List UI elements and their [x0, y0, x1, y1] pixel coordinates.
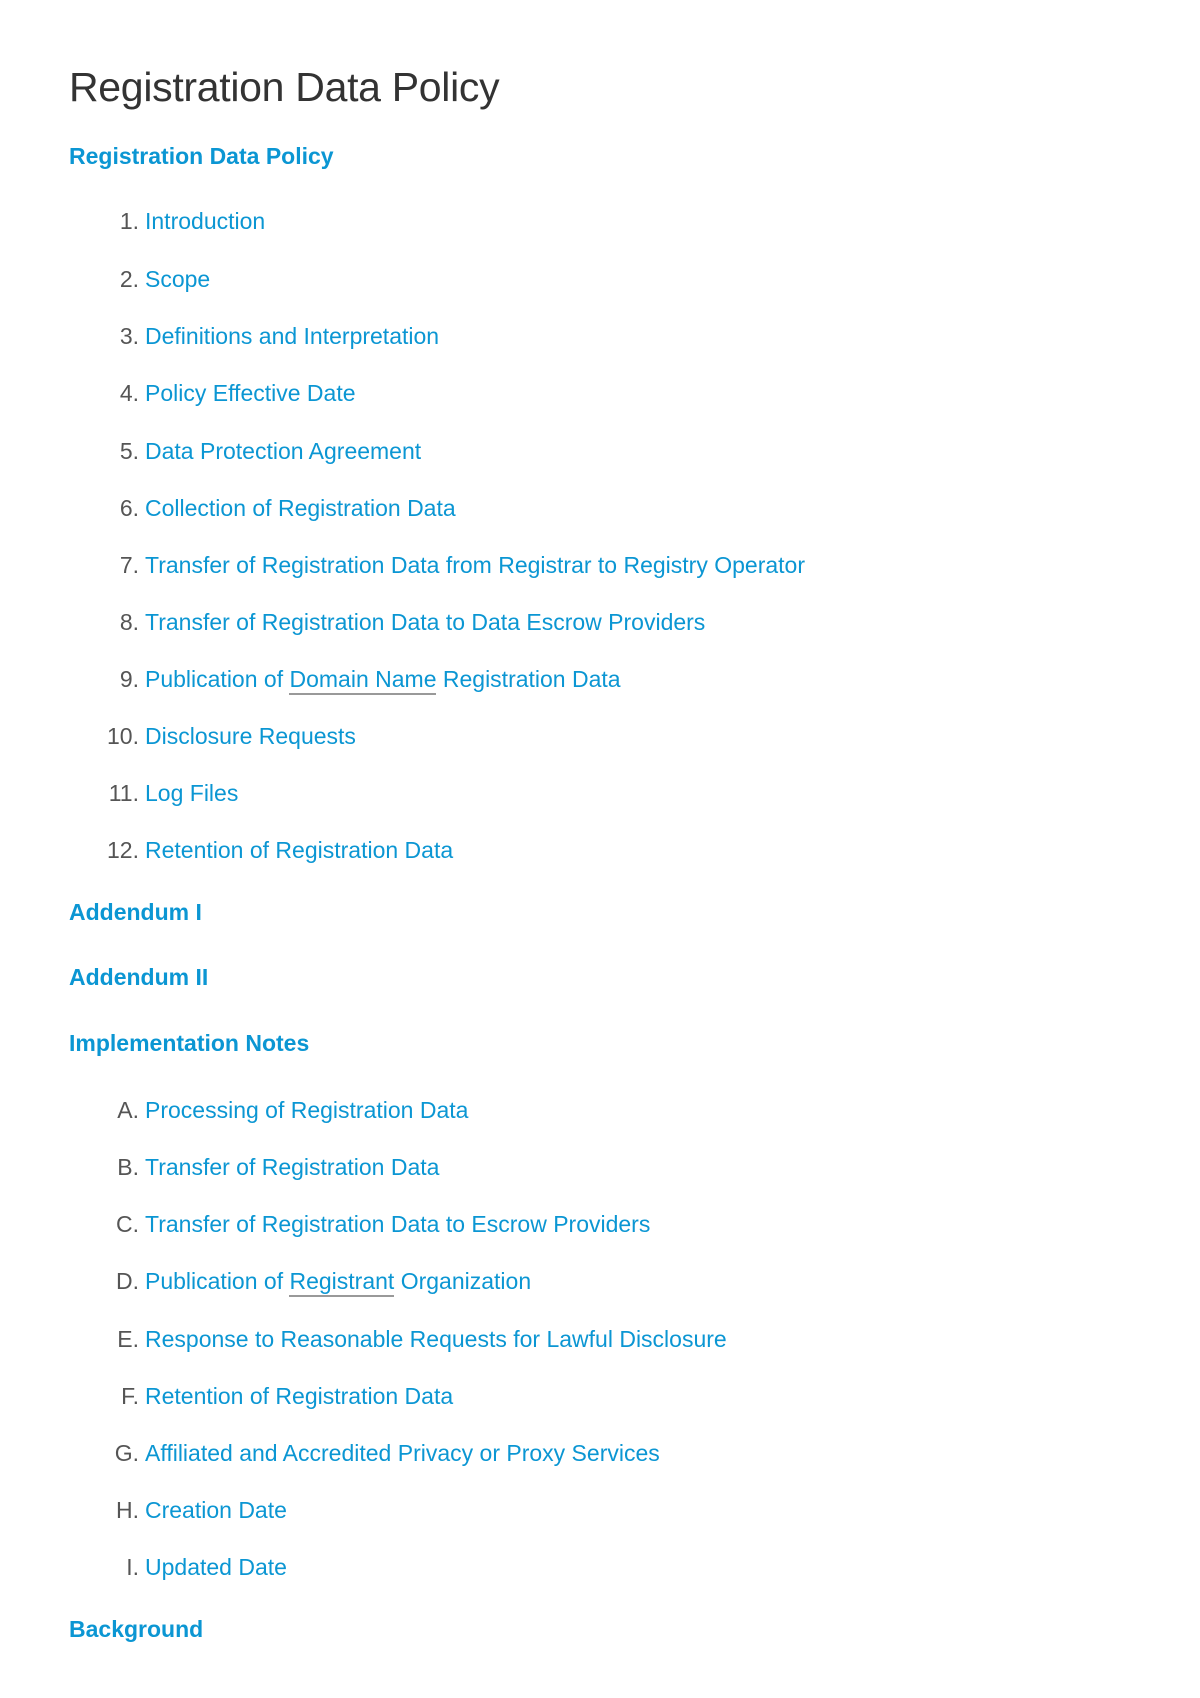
toc-item-a — [0, 1094, 1000, 1126]
toc-link-transfer[interactable]: Transfer of Registration Data — [145, 1154, 440, 1180]
toc-item-number: 11. — [108, 780, 139, 806]
toc-item-9 — [0, 663, 1000, 695]
toc-item-11 — [0, 777, 1000, 809]
toc-item-letter: A. — [117, 1097, 139, 1123]
toc-item-letter: G. — [114, 1440, 139, 1466]
toc-link-log-files[interactable]: Log Files — [145, 780, 239, 806]
toc-link-collection[interactable]: Collection of Registration Data — [145, 495, 456, 521]
toc-item-7 — [0, 549, 1000, 581]
toc-link-scope[interactable]: Scope — [145, 266, 211, 292]
toc-item-10 — [0, 720, 1000, 752]
toc-link-privacy-proxy[interactable]: Affiliated and Accredited Privacy or Proxy Services — [145, 1440, 660, 1466]
toc-item-number: 7. — [119, 552, 139, 578]
toc-link-response-requests[interactable]: Response to Reasonable Requests for Lawful Disclosure — [145, 1326, 727, 1352]
toc-item-6 — [0, 492, 1000, 524]
toc-link-text: Publication of — [145, 666, 290, 692]
abbreviation-domain-name[interactable]: Domain Name — [289, 666, 436, 695]
toc-item-number: 3. — [119, 323, 139, 349]
toc-item-12 — [0, 834, 1000, 866]
toc-item-h — [0, 1494, 1000, 1526]
toc-item-d — [0, 1265, 1000, 1297]
toc-item-1 — [0, 205, 1000, 237]
toc-item-b — [0, 1151, 1000, 1183]
toc-item-letter: F. — [121, 1383, 139, 1409]
toc-link-transfer-escrow[interactable]: Transfer of Registration Data to Data Escrow Providers — [145, 609, 706, 635]
toc-item-number: 12. — [107, 837, 139, 863]
toc-item-number: 8. — [119, 609, 139, 635]
toc-link-publication-domain-name[interactable] — [145, 663, 621, 695]
toc-item-c — [0, 1208, 1000, 1240]
toc-link-creation-date[interactable]: Creation Date — [145, 1497, 287, 1523]
toc-link-retention[interactable]: Retention of Registration Data — [145, 837, 454, 863]
toc-item-number: 5. — [119, 438, 139, 464]
toc-heading-registration-data-policy[interactable]: Registration Data Policy — [69, 143, 334, 169]
toc-item-2 — [0, 263, 1000, 295]
toc-item-e — [0, 1323, 1000, 1355]
toc-item-letter: C. — [116, 1211, 139, 1237]
toc-link-updated-date[interactable]: Updated Date — [145, 1554, 287, 1580]
toc-item-number: 1. — [119, 208, 139, 234]
toc-item-number: 9. — [119, 666, 139, 692]
toc-item-letter: B. — [117, 1154, 139, 1180]
toc-item-number: 4. — [119, 380, 139, 406]
toc-link-transfer-escrow-providers[interactable]: Transfer of Registration Data to Escrow Providers — [145, 1211, 651, 1237]
abbreviation-registrant[interactable]: Registrant — [289, 1268, 394, 1297]
toc-heading-background[interactable]: Background — [69, 1616, 204, 1642]
toc-link-text: Publication of — [145, 1268, 290, 1294]
toc-link-publication-registrant[interactable] — [145, 1265, 531, 1297]
toc-item-number: 6. — [119, 495, 139, 521]
toc-item-letter: H. — [116, 1497, 139, 1523]
toc-item-8 — [0, 606, 1000, 638]
toc-item-letter: I. — [126, 1554, 139, 1580]
toc-item-f — [0, 1380, 1000, 1412]
toc-link-data-protection-agreement[interactable]: Data Protection Agreement — [145, 438, 422, 464]
toc-item-letter: D. — [116, 1268, 139, 1294]
toc-heading-addendum-1[interactable]: Addendum I — [69, 899, 202, 925]
toc-heading-implementation-notes[interactable]: Implementation Notes — [69, 1030, 310, 1056]
toc-item-number: 2. — [119, 266, 139, 292]
toc-link-processing[interactable]: Processing of Registration Data — [145, 1097, 469, 1123]
toc-link-text: Registration Data — [436, 666, 621, 692]
toc-link-definitions[interactable]: Definitions and Interpretation — [145, 323, 440, 349]
toc-link-policy-effective-date[interactable]: Policy Effective Date — [145, 380, 356, 406]
toc-item-5 — [0, 435, 1000, 467]
toc-link-transfer-registrar-registry[interactable]: Transfer of Registration Data from Registrar to Registry Operator — [145, 552, 805, 578]
toc-item-i — [0, 1551, 1000, 1583]
toc-heading-addendum-2[interactable]: Addendum II — [69, 964, 209, 990]
toc-item-3 — [0, 320, 1000, 352]
toc-item-g — [0, 1437, 1000, 1469]
page-title: Registration Data Policy — [69, 64, 500, 110]
toc-link-text: Organization — [394, 1268, 532, 1294]
toc-link-introduction[interactable]: Introduction — [145, 208, 266, 234]
toc-item-letter: E. — [117, 1326, 139, 1352]
toc-link-disclosure-requests[interactable]: Disclosure Requests — [145, 723, 356, 749]
toc-item-4 — [0, 377, 1000, 409]
toc-link-retention-implementation[interactable]: Retention of Registration Data — [145, 1383, 454, 1409]
toc-item-number: 10. — [107, 723, 139, 749]
